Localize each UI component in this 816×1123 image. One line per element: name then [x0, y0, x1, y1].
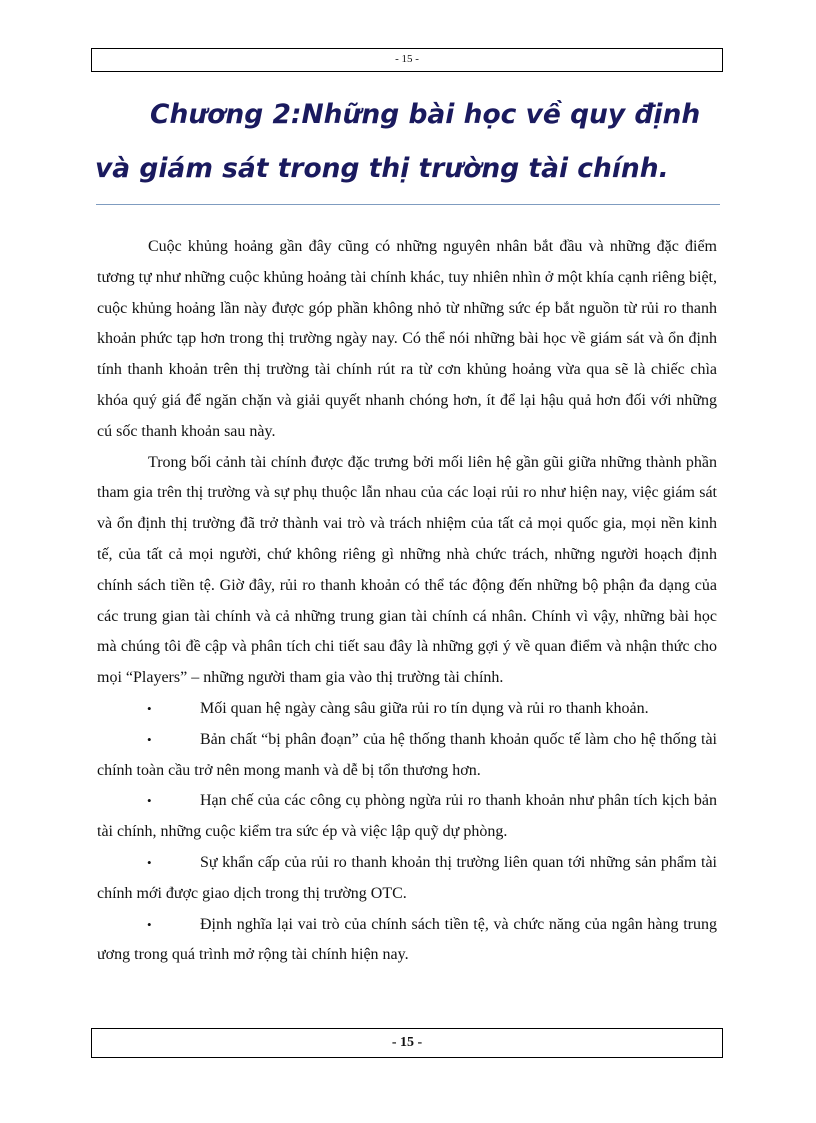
paragraph: Trong bối cảnh tài chính được đặc trưng bởi mối liên hệ gần gũi giữa những thành phần tham gia trên thị trường và sự phụ thuộc lẫn nhau của các loại rủi ro như hiện nay, việc giám sát và ổn định thị trường đã trở thành vai trò và trách nhiệm của tất cả mọi quốc gia, mọi nền kinh tế, của tất cả mọi người, chứ không riêng gì những nhà chức trách, những người hoạch định chính sách tiền tệ. Giờ đây, rủi ro thanh khoản có thể tác động đến những bộ phận đa dạng của các trung gian tài chính và cả những trung gian tài chính cá nhân. Chính vì vậy, những bài học mà chúng tôi đề cập và phân tích chi tiết sau đây là những gợi ý về quan điểm và nhận thức cho mọi “Players” – những người tham gia vào thị trường tài chính.: [97, 453, 717, 687]
bullet-item: [97, 786, 717, 848]
bullet-text: Hạn chế của các công cụ phòng ngừa rủi ro thanh khoản như phân tích kịch bản tài chính, những cuộc kiểm tra sức ép và việc lập quỹ dự phòng.: [97, 792, 717, 841]
header-page-number: - 15 -: [395, 53, 419, 65]
bullet-item: [97, 910, 717, 972]
bullet-icon: •: [147, 916, 152, 932]
chapter-title-line-1: Chương 2:Những bài học về quy định: [150, 99, 701, 130]
bullet-item: [97, 694, 717, 725]
bullet-item: [97, 725, 717, 787]
bullet-icon: •: [147, 854, 152, 870]
chapter-title: [95, 88, 725, 196]
bullet-icon: •: [147, 793, 152, 809]
document-body: [97, 232, 717, 971]
bullet-text: Sự khẩn cấp của rủi ro thanh khoản thị trường liên quan tới những sản phẩm tài chính mới được giao dịch trong thị trường OTC.: [97, 853, 717, 902]
title-divider: [96, 204, 720, 205]
bullet-text: Mối quan hệ ngày càng sâu giữa rủi ro tín dụng và rủi ro thanh khoản.: [200, 699, 649, 717]
chapter-title-line-2: và giám sát trong thị trường tài chính.: [95, 153, 669, 184]
page-footer: [91, 1028, 723, 1058]
bullet-icon: •: [147, 731, 152, 747]
page-header: [91, 48, 723, 72]
bullet-text: Bản chất “bị phân đoạn” của hệ thống thanh khoản quốc tế làm cho hệ thống tài chính toàn cầu trở nên mong manh và dễ bị tổn thương hơn.: [97, 730, 717, 779]
bullet-item: [97, 848, 717, 910]
bullet-text: Định nghĩa lại vai trò của chính sách tiền tệ, và chức năng của ngân hàng trung ương trong quá trình mở rộng tài chính hiện nay.: [97, 915, 717, 964]
bullet-icon: •: [147, 700, 152, 716]
paragraph: Cuộc khủng hoảng gần đây cũng có những nguyên nhân bắt đầu và những đặc điểm tương tự như những cuộc khủng hoảng tài chính khác, tuy nhiên nhìn ở một khía cạnh riêng biệt, cuộc khủng hoảng lần này được góp phần không nhỏ từ những sức ép bắt nguồn từ rủi ro thanh khoản phức tạp hơn trong thị trường ngày nay. Có thể nói những bài học về giám sát và ổn định tính thanh khoản trên thị trường tài chính rút ra từ cơn khủng hoảng vừa qua sẽ là chiếc chìa khóa quý giá để ngăn chặn và giải quyết nhanh chóng hơn, ít để lại hậu quả hơn đối với những cú sốc thanh khoản sau này.: [97, 238, 717, 440]
footer-page-number: - 15 -: [391, 1035, 423, 1050]
